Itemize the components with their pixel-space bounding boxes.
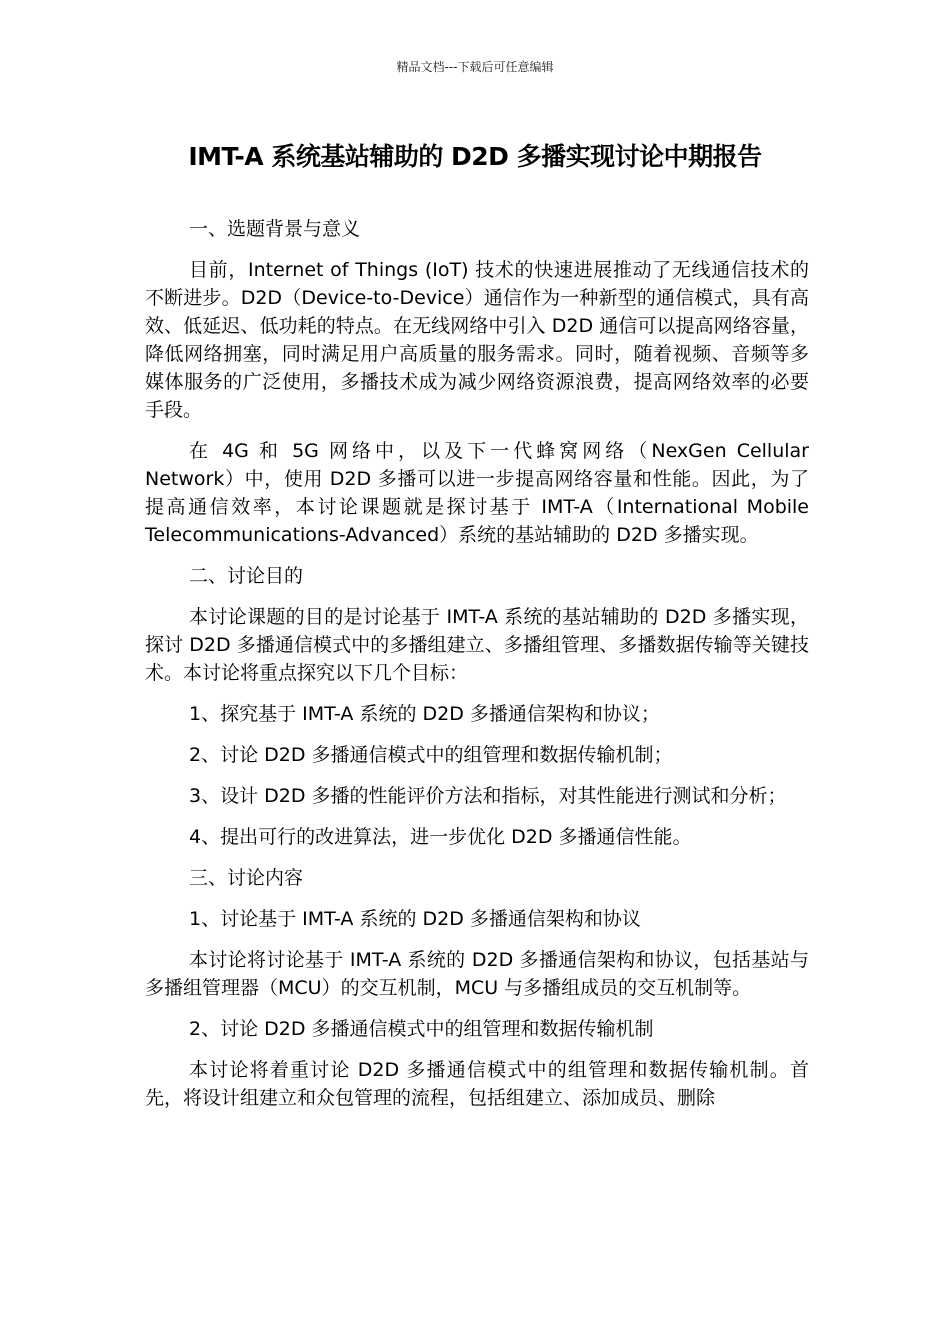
section-heading-1: 一、选题背景与意义 xyxy=(189,218,361,240)
subsection-heading: 2、讨论 D2D 多播通信模式中的组管理和数据传输机制 xyxy=(189,1018,654,1040)
document-title: IMT-A 系统基站辅助的 D2D 多播实现讨论中期报告 xyxy=(188,142,762,171)
paragraph: 在 4G 和 5G 网络中，以及下一代蜂窝网络（NexGen Cellular Network）中，使用 D2D 多播可以进一步提高网络容量和性能。因此，为了提高通信效率，本讨论课题就是探讨基于 IMT-A（International Mobile Telecommunications-Advanced）系统的基站辅助的 D2D 多播实现。 xyxy=(145,440,809,546)
paragraph: 本讨论将讨论基于 IMT-A 系统的 D2D 多播通信架构和协议，包括基站与多播组管理器（MCU）的交互机制，MCU 与多播组成员的交互机制等。 xyxy=(145,949,809,999)
section-heading-3: 三、讨论内容 xyxy=(189,867,304,889)
list-item: 2、讨论 D2D 多播通信模式中的组管理和数据传输机制； xyxy=(189,744,673,766)
paragraph: 目前，Internet of Things (IoT) 技术的快速进展推动了无线通信技术的不断进步。D2D（Device-to-Device）通信作为一种新型的通信模式，具有高效、低延迟、低功耗的特点。在无线网络中引入 D2D 通信可以提高网络容量，降低网络拥塞，同时满足用户高质量的服务需求。同时，随着视频、音频等多媒体服务的广泛使用，多播技术成为减少网络资源浪费，提高网络效率的必要手段。 xyxy=(145,259,809,421)
list-item: 4、提出可行的改进算法，进一步优化 D2D 多播通信性能。 xyxy=(189,826,692,848)
section-heading-2: 二、讨论目的 xyxy=(189,565,304,587)
document-body xyxy=(145,215,809,1125)
subsection-heading: 1、讨论基于 IMT-A 系统的 D2D 多播通信架构和协议 xyxy=(189,908,641,930)
list-item: 3、设计 D2D 多播的性能评价方法和指标，对其性能进行测试和分析； xyxy=(189,785,787,807)
paragraph: 本讨论将着重讨论 D2D 多播通信模式中的组管理和数据传输机制。首先，将设计组建立和众包管理的流程，包括组建立、添加成员、删除 xyxy=(145,1059,809,1109)
list-item: 1、探究基于 IMT-A 系统的 D2D 多播通信架构和协议； xyxy=(189,703,660,725)
paragraph: 本讨论课题的目的是讨论基于 IMT-A 系统的基站辅助的 D2D 多播实现，探讨 D2D 多播通信模式中的多播组建立、多播组管理、多播数据传输等关键技术。本讨论将重点探究以下几个目标： xyxy=(145,606,809,684)
page-header: 精品文档---下载后可任意编辑 xyxy=(396,60,554,74)
